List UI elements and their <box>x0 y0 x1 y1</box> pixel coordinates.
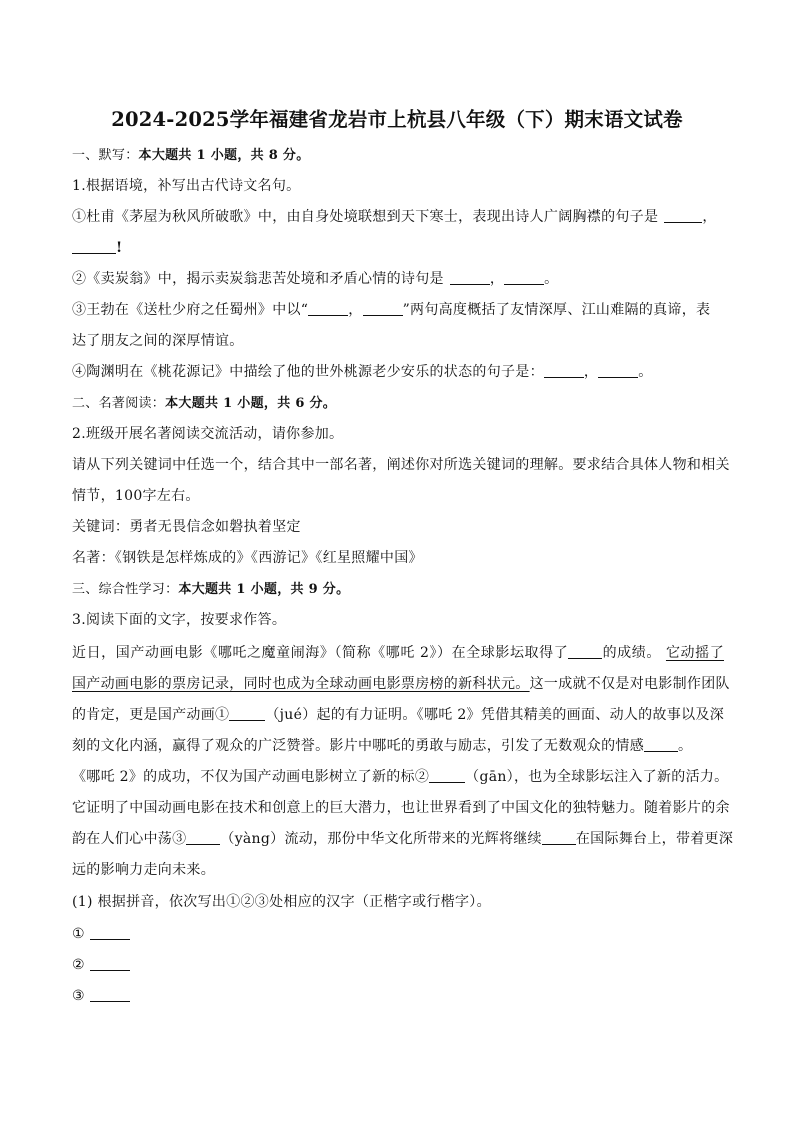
answer-blank[interactable] <box>542 830 576 845</box>
section-1-info: 本大题共 1 小题，共 8 分。 <box>138 148 310 163</box>
section-3-heading <box>72 580 724 600</box>
answer-blank[interactable] <box>229 706 265 721</box>
q3-passage-line-7: 韵在人们心中荡③ （yàng）流动，那份中华文化所带来的光辉将继续 在国际舞台上，带着更深 <box>72 831 734 847</box>
q1-item-3: ③王勃在《送杜少府之任蜀州》中以“ ， ”两句高度概括了友情深厚、江山难隔的真谛，表 <box>72 302 711 318</box>
q2-requirement: 请从下列关键词中任选一个，结合其中一部名著，阐述你对所选关键词的理解。要求结合具体人物和相关 <box>72 457 730 473</box>
q3-answer-1: ① <box>72 924 724 944</box>
section-2-label: 二、名著阅读： <box>72 396 166 411</box>
q3-stem: 3.阅读下面的文字，按要求作答。 <box>72 612 287 628</box>
answer-blank[interactable] <box>568 644 602 659</box>
q1-item-1: ①杜甫《茅屋为秋风所破歌》中，由自身处境联想到天下寒士，表现出诗人广阔胸襟的句子是 ， <box>72 209 717 225</box>
q3-passage-line-2: 国产动画电影的票房记录，同时也成为全球动画电影票房榜的新科状元。这一成就不仅是对电影制作团队 <box>72 676 730 692</box>
q3-subquestion-1: (1) 根据拼音，依次写出①②③处相应的汉字（正楷字或行楷字）。 <box>72 894 491 910</box>
answer-blank[interactable] <box>363 301 403 316</box>
q2-stem: 2.班级开展名著阅读交流活动，请你参加。 <box>72 426 344 442</box>
q3-passage-line-3: 的肯定，更是国产动画① （jué）起的有力证明。《哪吒 2》凭借其精美的画面、动人的故事以及深 <box>72 707 724 723</box>
q3-passage-line-6: 它证明了中国动画电影在技术和创意上的巨大潜力，也让世界看到了中国文化的独特魅力。随着影片的余 <box>72 800 730 816</box>
q2-books: 名著：《钢铁是怎样炼成的》《西游记》《红星照耀中国》 <box>72 550 423 566</box>
answer-blank[interactable] <box>90 987 130 1002</box>
q1-item-4: ④陶渊明在《桃花源记》中描绘了他的世外桃源老少安乐的状态的句子是： ， 。 <box>72 364 653 380</box>
q2-keywords: 关键词：勇者无畏信念如磐执着坚定 <box>72 519 301 535</box>
q3-passage-line-1: 近日，国产动画电影《哪吒之魔童闹海》（简称《哪吒 2》）在全球影坛取得了 的成绩。 它动摇了 <box>72 645 724 661</box>
section-1-heading <box>72 146 724 166</box>
exam-title: 2024-2025学年福建省龙岩市上杭县八年级（下）期末语文试卷 <box>111 108 683 131</box>
q3-answer-2: ② <box>72 955 724 975</box>
section-3-label: 三、综合性学习： <box>72 582 179 597</box>
section-2-heading <box>72 394 724 414</box>
section-3-info: 本大题共 1 小题，共 9 分。 <box>178 582 350 597</box>
q3-answer-3: ③ <box>72 986 724 1006</box>
answer-blank[interactable] <box>90 956 130 971</box>
answer-blank[interactable] <box>90 925 130 940</box>
q1-stem: 1.根据语境，补写出古代诗文名句。 <box>72 178 301 194</box>
answer-blank[interactable] <box>186 830 220 845</box>
section-1-label: 一、默写： <box>72 148 139 163</box>
answer-blank[interactable] <box>429 768 465 783</box>
q1-item-1-cont: ! <box>72 238 724 258</box>
answer-blank[interactable] <box>598 363 638 378</box>
answer-blank[interactable] <box>450 270 490 285</box>
answer-blank[interactable] <box>72 239 116 254</box>
answer-blank[interactable] <box>644 737 678 752</box>
answer-blank[interactable] <box>308 301 348 316</box>
answer-blank[interactable] <box>504 270 544 285</box>
q1-item-2: ②《卖炭翁》中，揭示卖炭翁悲苦处境和矛盾心情的诗句是 ， 。 <box>72 271 559 287</box>
answer-blank[interactable] <box>544 363 584 378</box>
q3-passage-line-4: 刻的文化内涵，赢得了观众的广泛赞誉。影片中哪吒的勇敢与励志，引发了无数观众的情感 。 <box>72 738 693 754</box>
answer-blank[interactable] <box>664 208 702 223</box>
q1-item-3-cont: 达了朋友之间的深厚情谊。 <box>72 333 244 349</box>
q3-passage-line-5: 《哪吒 2》的成功，不仅为国产动画电影树立了新的标② （gān），也为全球影坛注入了新的活力。 <box>72 769 729 785</box>
q3-passage-line-8: 远的影响力走向未来。 <box>72 862 215 878</box>
q2-requirement-cont: 情节，100字左右。 <box>72 488 200 504</box>
section-2-info: 本大题共 1 小题，共 6 分。 <box>165 396 337 411</box>
